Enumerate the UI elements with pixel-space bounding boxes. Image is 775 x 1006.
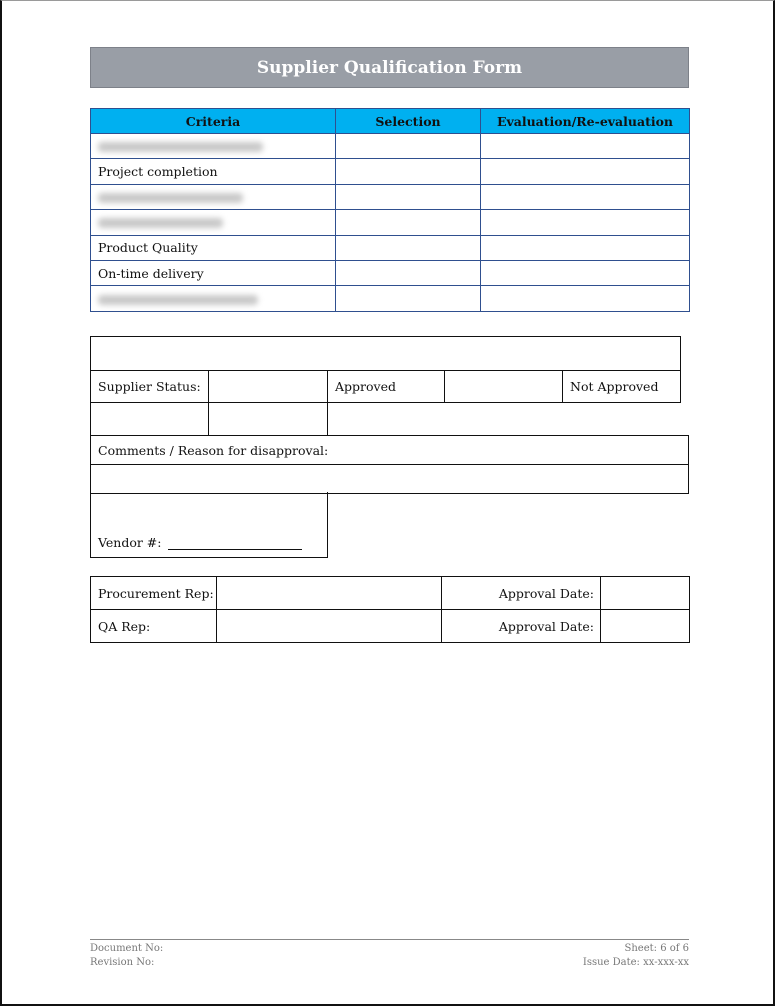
comments-value-row <box>91 465 689 494</box>
approval-date-label: Approval Date: <box>442 610 601 643</box>
comments-label-row <box>91 436 689 465</box>
approved-checkbox-cell[interactable] <box>445 371 563 403</box>
criteria-cell: Project completion <box>91 159 336 184</box>
status-row <box>91 371 681 403</box>
selection-cell[interactable] <box>336 235 481 260</box>
criteria-cell <box>91 286 336 311</box>
selection-cell[interactable] <box>336 159 481 184</box>
approved-label: Approved <box>328 371 445 403</box>
header-criteria: Criteria <box>91 109 336 134</box>
supplier-status-label: Supplier Status: <box>91 371 209 403</box>
vendor-label: Vendor #: <box>98 535 162 550</box>
table-row <box>91 260 690 285</box>
qa-approval-date-field[interactable] <box>601 610 690 643</box>
table-row <box>91 159 690 184</box>
issue-date: Issue Date: xx-xxx-xx <box>582 957 689 968</box>
selection-cell[interactable] <box>336 286 481 311</box>
evaluation-cell[interactable] <box>481 260 690 285</box>
vendor-number-field[interactable] <box>168 538 302 550</box>
criteria-cell: Product Quality <box>91 235 336 260</box>
redacted-text <box>98 295 258 305</box>
header-evaluation: Evaluation/Re-evaluation <box>481 109 690 134</box>
criteria-header-row <box>91 109 690 134</box>
criteria-cell <box>91 134 336 159</box>
evaluation-cell[interactable] <box>481 159 690 184</box>
selection-cell[interactable] <box>336 260 481 285</box>
qa-rep-field[interactable] <box>217 610 442 643</box>
supplier-status-table <box>90 336 681 436</box>
selection-cell[interactable] <box>336 134 481 159</box>
redacted-text <box>98 193 243 203</box>
evaluation-cell[interactable] <box>481 134 690 159</box>
qa-rep-label: QA Rep: <box>91 610 217 643</box>
supplier-status-value[interactable] <box>209 371 328 403</box>
status-blank-cell[interactable] <box>328 403 681 436</box>
footer-right <box>583 942 689 970</box>
revision-number: Revision No: <box>90 957 155 968</box>
selection-cell[interactable] <box>336 210 481 235</box>
form-title: Supplier Qualification Form <box>90 47 689 88</box>
not-approved-label: Not Approved <box>563 371 681 403</box>
qa-rep-row <box>91 610 690 643</box>
procurement-rep-field[interactable] <box>217 577 442 610</box>
evaluation-cell[interactable] <box>481 184 690 209</box>
table-row <box>91 235 690 260</box>
criteria-cell: On-time delivery <box>91 260 336 285</box>
status-top-row <box>91 337 681 371</box>
procurement-rep-row <box>91 577 690 610</box>
status-bottom-row <box>91 403 681 436</box>
page-footer <box>90 939 689 970</box>
table-row <box>91 134 690 159</box>
procurement-rep-label: Procurement Rep: <box>91 577 217 610</box>
header-selection: Selection <box>336 109 481 134</box>
comments-input[interactable] <box>91 465 689 494</box>
document-number: Document No: <box>90 943 164 954</box>
evaluation-cell[interactable] <box>481 210 690 235</box>
criteria-cell <box>91 210 336 235</box>
table-row <box>91 286 690 311</box>
procurement-approval-date-field[interactable] <box>601 577 690 610</box>
approval-date-label: Approval Date: <box>442 577 601 610</box>
evaluation-cell[interactable] <box>481 286 690 311</box>
comments-label: Comments / Reason for disapproval: <box>91 436 689 465</box>
criteria-cell <box>91 184 336 209</box>
redacted-text <box>98 218 223 228</box>
approval-reps-table <box>90 576 690 643</box>
sheet-number: Sheet: 6 of 6 <box>624 943 689 954</box>
vendor-box <box>90 492 328 558</box>
redacted-text <box>98 142 263 152</box>
status-blank-cell[interactable] <box>209 403 328 436</box>
selection-cell[interactable] <box>336 184 481 209</box>
criteria-table <box>90 108 690 312</box>
footer-left <box>90 942 163 970</box>
table-row <box>91 210 690 235</box>
status-blank-cell[interactable] <box>91 403 209 436</box>
comments-table <box>90 435 689 494</box>
evaluation-cell[interactable] <box>481 235 690 260</box>
table-row <box>91 184 690 209</box>
status-blank-cell[interactable] <box>91 337 681 371</box>
